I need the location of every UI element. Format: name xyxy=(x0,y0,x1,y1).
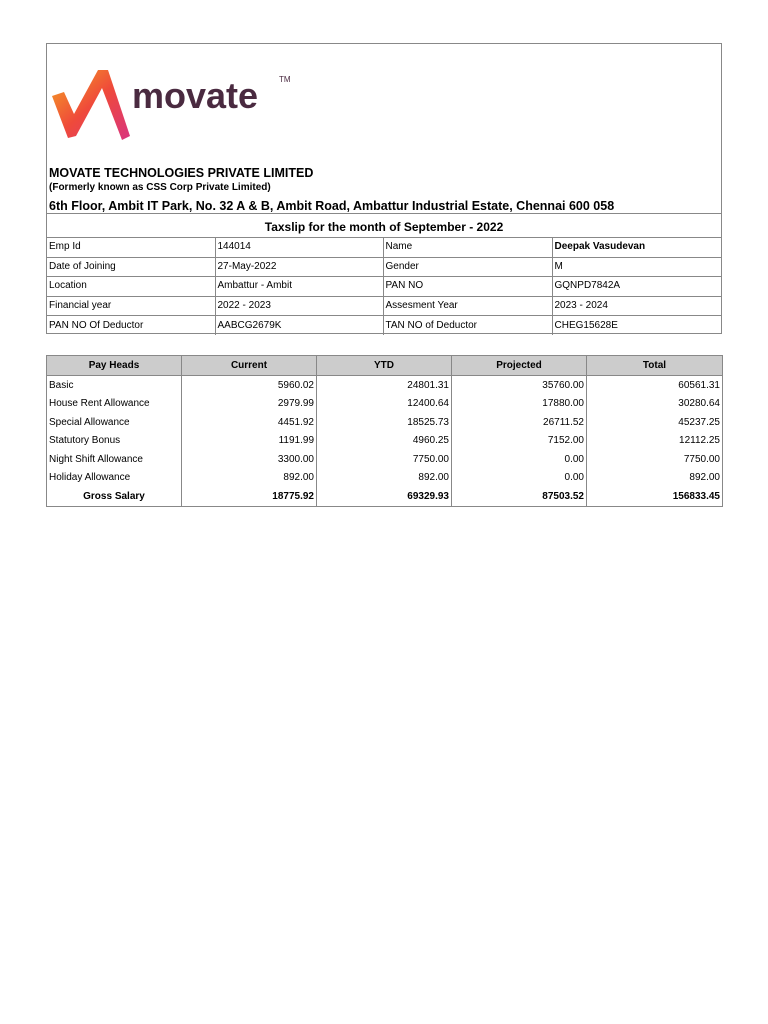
pay-amount: 60561.31 xyxy=(587,376,723,395)
pay-amount: 12400.64 xyxy=(317,395,452,414)
info-label: Emp Id xyxy=(47,238,215,258)
pay-amount: 1191.99 xyxy=(182,432,317,451)
pay-head-label: Holiday Allowance xyxy=(47,469,182,488)
pay-head-label: Statutory Bonus xyxy=(47,432,182,451)
pay-column-header: Current xyxy=(182,356,317,376)
info-value: 2023 - 2024 xyxy=(552,296,721,316)
pay-amount: 892.00 xyxy=(182,469,317,488)
info-label: TAN NO of Deductor xyxy=(383,316,552,335)
gross-salary-label: Gross Salary xyxy=(47,487,182,506)
pay-column-header: Pay Heads xyxy=(47,356,182,376)
pay-amount: 26711.52 xyxy=(452,413,587,432)
pay-row xyxy=(47,432,723,451)
info-value: CHEG15628E xyxy=(552,316,721,335)
info-value: 27-May-2022 xyxy=(215,257,383,277)
pay-amount: 30280.64 xyxy=(587,395,723,414)
pay-amount: 35760.00 xyxy=(452,376,587,395)
info-row xyxy=(47,257,721,277)
movate-logo xyxy=(50,66,300,142)
movate-mark xyxy=(52,70,130,140)
info-label: Gender xyxy=(383,257,552,277)
pay-amount: 2979.99 xyxy=(182,395,317,414)
pay-amount: 12112.25 xyxy=(587,432,723,451)
gross-salary-amount: 69329.93 xyxy=(317,487,452,506)
gross-salary-amount: 87503.52 xyxy=(452,487,587,506)
pay-head-label: Special Allowance xyxy=(47,413,182,432)
info-label: Location xyxy=(47,277,215,297)
pay-head-label: Basic xyxy=(47,376,182,395)
info-label: Name xyxy=(383,238,552,258)
trademark-mark: TM xyxy=(279,75,291,84)
pay-amount: 4960.25 xyxy=(317,432,452,451)
pay-amount: 7152.00 xyxy=(452,432,587,451)
info-label: Assesment Year xyxy=(383,296,552,316)
company-former-name: (Formerly known as CSS Corp Private Limited) xyxy=(49,182,271,193)
pay-column-header: YTD xyxy=(317,356,452,376)
info-value: M xyxy=(552,257,721,277)
pay-amount: 17880.00 xyxy=(452,395,587,414)
info-value: AABCG2679K xyxy=(215,316,383,335)
pay-amount: 7750.00 xyxy=(587,450,723,469)
gross-salary-amount: 156833.45 xyxy=(587,487,723,506)
pay-amount: 3300.00 xyxy=(182,450,317,469)
pay-amount: 7750.00 xyxy=(317,450,452,469)
info-label: PAN NO xyxy=(383,277,552,297)
movate-wordmark: movate xyxy=(132,75,259,116)
pay-amount: 18525.73 xyxy=(317,413,452,432)
pay-row xyxy=(47,395,723,414)
pay-row xyxy=(47,469,723,488)
pay-heads-table xyxy=(46,355,723,507)
company-name: MOVATE TECHNOLOGIES PRIVATE LIMITED xyxy=(49,166,314,180)
info-value: GQNPD7842A xyxy=(552,277,721,297)
pay-amount: 892.00 xyxy=(587,469,723,488)
company-address: 6th Floor, Ambit IT Park, No. 32 A & B, Ambit Road, Ambattur Industrial Estate, Chennai 600 058 xyxy=(49,199,615,213)
info-value: 144014 xyxy=(215,238,383,258)
pay-row xyxy=(47,413,723,432)
info-row xyxy=(47,316,721,335)
pay-head-label: Night Shift Allowance xyxy=(47,450,182,469)
taxslip-title: Taxslip for the month of September - 2022 xyxy=(47,213,721,238)
pay-amount: 4451.92 xyxy=(182,413,317,432)
gross-salary-row xyxy=(47,487,723,506)
pay-head-label: House Rent Allowance xyxy=(47,395,182,414)
info-label: PAN NO Of Deductor xyxy=(47,316,215,335)
pay-amount: 24801.31 xyxy=(317,376,452,395)
pay-amount: 0.00 xyxy=(452,469,587,488)
pay-column-header: Projected xyxy=(452,356,587,376)
info-value: 2022 - 2023 xyxy=(215,296,383,316)
info-value: Ambattur - Ambit xyxy=(215,277,383,297)
pay-amount: 892.00 xyxy=(317,469,452,488)
employee-info-table xyxy=(47,237,721,335)
info-label: Date of Joining xyxy=(47,257,215,277)
pay-row xyxy=(47,450,723,469)
info-row xyxy=(47,277,721,297)
info-label: Financial year xyxy=(47,296,215,316)
info-row xyxy=(47,296,721,316)
taxslip-sheet xyxy=(46,43,722,334)
pay-column-header: Total xyxy=(587,356,723,376)
pay-row xyxy=(47,376,723,395)
pay-amount: 5960.02 xyxy=(182,376,317,395)
gross-salary-amount: 18775.92 xyxy=(182,487,317,506)
info-row xyxy=(47,238,721,258)
pay-amount: 45237.25 xyxy=(587,413,723,432)
pay-amount: 0.00 xyxy=(452,450,587,469)
info-value: Deepak Vasudevan xyxy=(552,238,721,258)
